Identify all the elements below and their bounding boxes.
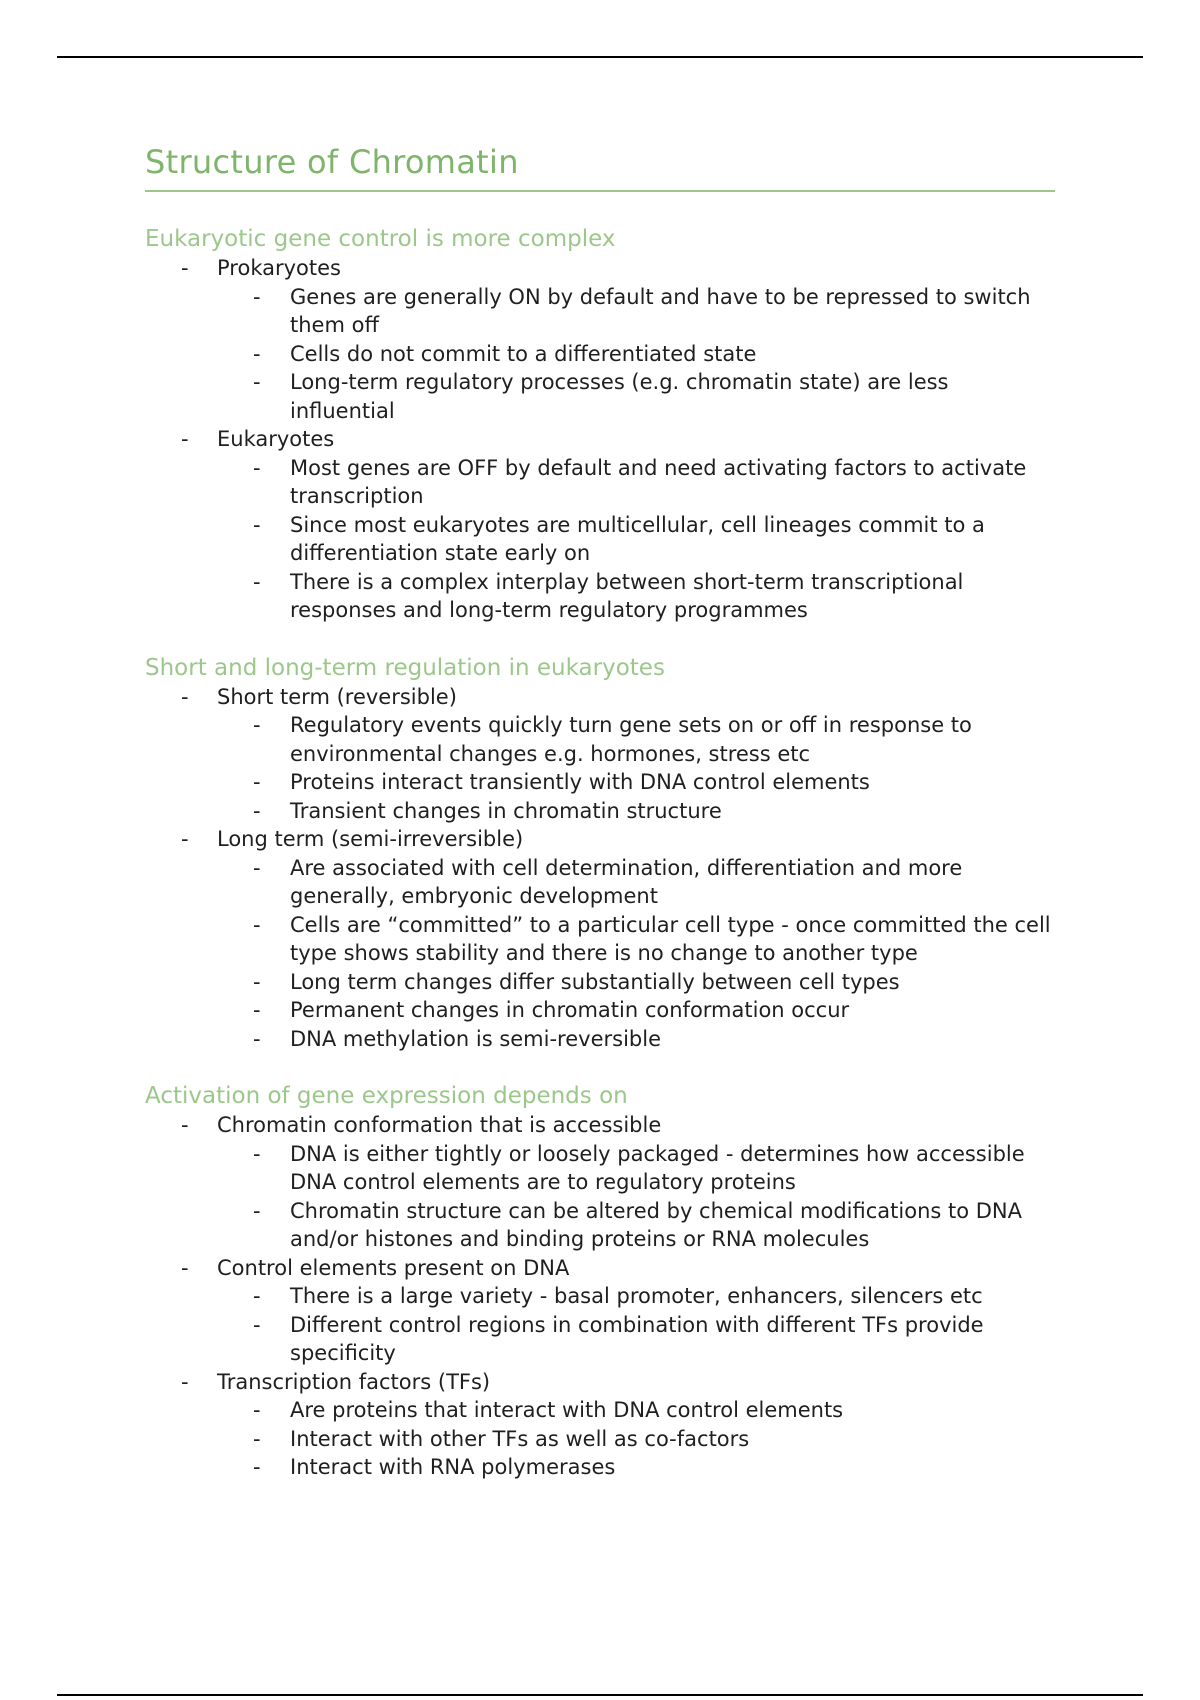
bullet-list bbox=[145, 683, 1055, 1054]
section bbox=[145, 1081, 1055, 1482]
sub-list-item-text: Different control regions in combination with different TFs provide specificity bbox=[290, 1312, 984, 1365]
page-title: Structure of Chromatin bbox=[145, 143, 519, 181]
sub-list-item-text: Since most eukaryotes are multicellular, cell lineages commit to a differentiation state early on bbox=[290, 512, 985, 565]
list-item bbox=[145, 1368, 1055, 1482]
list-item bbox=[145, 254, 1055, 425]
sub-list-item bbox=[145, 797, 1055, 826]
sub-list-item-text: Are associated with cell determination, differentiation and more generally, embryonic development bbox=[290, 855, 963, 908]
sub-list-item-text: Long-term regulatory processes (e.g. chromatin state) are less influential bbox=[290, 370, 949, 423]
bullet-dash: - bbox=[253, 1312, 261, 1337]
bullet-list bbox=[145, 1111, 1055, 1482]
bullet-dash: - bbox=[253, 1141, 261, 1166]
sub-list-item-text: Cells are “committed” to a particular cell type - once committed the cell type shows stability and there is no change to another type bbox=[290, 912, 1051, 965]
bullet-dash: - bbox=[181, 827, 189, 851]
section-heading: Activation of gene expression depends on bbox=[145, 1083, 628, 1109]
sub-list-item bbox=[145, 568, 1055, 625]
list-item bbox=[145, 1111, 1055, 1254]
sub-list-item bbox=[145, 1025, 1055, 1054]
sections-container bbox=[145, 224, 1055, 1482]
bullet-dash: - bbox=[181, 1113, 189, 1137]
sub-list-item bbox=[145, 1282, 1055, 1311]
sub-list-item bbox=[145, 368, 1055, 425]
title-underline bbox=[145, 190, 1055, 192]
bullet-dash: - bbox=[253, 1198, 261, 1223]
sub-list-item bbox=[145, 283, 1055, 340]
list-item-text: Eukaryotes bbox=[217, 427, 335, 451]
bullet-dash: - bbox=[253, 798, 261, 823]
bullet-dash: - bbox=[181, 1369, 189, 1394]
sub-list-item-text: Permanent changes in chromatin conformation occur bbox=[290, 998, 850, 1022]
sub-list-item bbox=[145, 1311, 1055, 1368]
sub-list-item bbox=[145, 340, 1055, 369]
bullet-dash: - bbox=[253, 855, 261, 880]
bullet-dash: - bbox=[181, 1255, 189, 1280]
bullet-dash: - bbox=[253, 969, 261, 994]
bullet-dash: - bbox=[253, 1284, 261, 1308]
bullet-dash: - bbox=[253, 912, 261, 937]
bullet-dash: - bbox=[253, 713, 261, 737]
section bbox=[145, 653, 1055, 1054]
sub-list-item-text: Interact with RNA polymerases bbox=[290, 1455, 616, 1479]
sub-list-item-text: There is a large variety - basal promoter, enhancers, silencers etc bbox=[290, 1284, 983, 1308]
sub-list-item bbox=[145, 768, 1055, 797]
bullet-dash: - bbox=[253, 284, 261, 309]
sub-bullet-list bbox=[217, 1396, 1055, 1482]
list-item-text: Chromatin conformation that is accessible bbox=[217, 1113, 662, 1137]
sub-list-item bbox=[145, 1197, 1055, 1254]
bullet-list bbox=[145, 254, 1055, 625]
sub-list-item bbox=[145, 968, 1055, 997]
list-item-text: Long term (semi-irreversible) bbox=[217, 827, 524, 851]
bullet-dash: - bbox=[181, 684, 189, 709]
sub-list-item-text: DNA is either tightly or loosely packaged - determines how accessible DNA control elements are to regulatory proteins bbox=[290, 1141, 1025, 1194]
list-item-text: Control elements present on DNA bbox=[217, 1255, 570, 1280]
sub-list-item-text: Are proteins that interact with DNA control elements bbox=[290, 1398, 844, 1422]
sub-list-item bbox=[145, 854, 1055, 911]
sub-list-item bbox=[145, 1396, 1055, 1425]
sub-bullet-list bbox=[217, 1282, 1055, 1368]
bullet-dash: - bbox=[181, 427, 189, 451]
sub-list-item bbox=[145, 454, 1055, 511]
bullet-dash: - bbox=[253, 512, 261, 537]
bullet-dash: - bbox=[253, 770, 261, 794]
sub-list-item-text: Most genes are OFF by default and need activating factors to activate transcription bbox=[290, 455, 1027, 508]
bullet-dash: - bbox=[253, 1426, 261, 1451]
document-body bbox=[145, 140, 1055, 1510]
bullet-dash: - bbox=[253, 1455, 261, 1479]
sub-list-item-text: Genes are generally ON by default and have to be repressed to switch them off bbox=[290, 284, 1031, 337]
sub-list-item-text: Transient changes in chromatin structure bbox=[290, 798, 722, 823]
bullet-dash: - bbox=[253, 341, 261, 366]
sub-bullet-list bbox=[217, 283, 1055, 426]
sub-list-item bbox=[145, 1425, 1055, 1454]
sub-list-item-text: Chromatin structure can be altered by chemical modifications to DNA and/or histones and binding proteins or RNA molecules bbox=[290, 1198, 1023, 1251]
list-item bbox=[145, 683, 1055, 826]
section-heading: Eukaryotic gene control is more complex bbox=[145, 226, 616, 252]
sub-list-item bbox=[145, 511, 1055, 568]
list-item-text: Transcription factors (TFs) bbox=[217, 1369, 491, 1394]
bullet-dash: - bbox=[253, 569, 261, 594]
sub-list-item-text: Regulatory events quickly turn gene sets on or off in response to environmental changes e.g. hormones, stress etc bbox=[290, 713, 972, 766]
bullet-dash: - bbox=[253, 370, 261, 394]
sub-list-item bbox=[145, 911, 1055, 968]
bullet-dash: - bbox=[253, 1398, 261, 1422]
section-heading: Short and long-term regulation in eukaryotes bbox=[145, 654, 665, 681]
sub-bullet-list bbox=[217, 454, 1055, 625]
page-bottom-rule bbox=[57, 1694, 1143, 1696]
sub-bullet-list bbox=[217, 1140, 1055, 1254]
sub-bullet-list bbox=[217, 854, 1055, 1054]
section bbox=[145, 224, 1055, 625]
bullet-dash: - bbox=[253, 1026, 261, 1051]
bullet-dash: - bbox=[253, 998, 261, 1022]
sub-bullet-list bbox=[217, 711, 1055, 825]
sub-list-item-text: There is a complex interplay between short-term transcriptional responses and long-term regulatory programmes bbox=[290, 569, 964, 622]
list-item bbox=[145, 425, 1055, 625]
sub-list-item-text: Long term changes differ substantially between cell types bbox=[290, 969, 900, 994]
sub-list-item-text: Cells do not commit to a differentiated state bbox=[290, 341, 757, 366]
sub-list-item-text: Interact with other TFs as well as co-factors bbox=[290, 1426, 750, 1451]
list-item-text: Prokaryotes bbox=[217, 256, 341, 280]
sub-list-item-text: Proteins interact transiently with DNA control elements bbox=[290, 770, 870, 794]
bullet-dash: - bbox=[181, 256, 189, 280]
page-top-rule bbox=[57, 56, 1143, 58]
sub-list-item bbox=[145, 1140, 1055, 1197]
sub-list-item bbox=[145, 996, 1055, 1025]
list-item bbox=[145, 825, 1055, 1053]
sub-list-item bbox=[145, 1453, 1055, 1482]
sub-list-item-text: DNA methylation is semi-reversible bbox=[290, 1026, 661, 1051]
list-item-text: Short term (reversible) bbox=[217, 684, 457, 709]
sub-list-item bbox=[145, 711, 1055, 768]
bullet-dash: - bbox=[253, 455, 261, 480]
list-item bbox=[145, 1254, 1055, 1368]
